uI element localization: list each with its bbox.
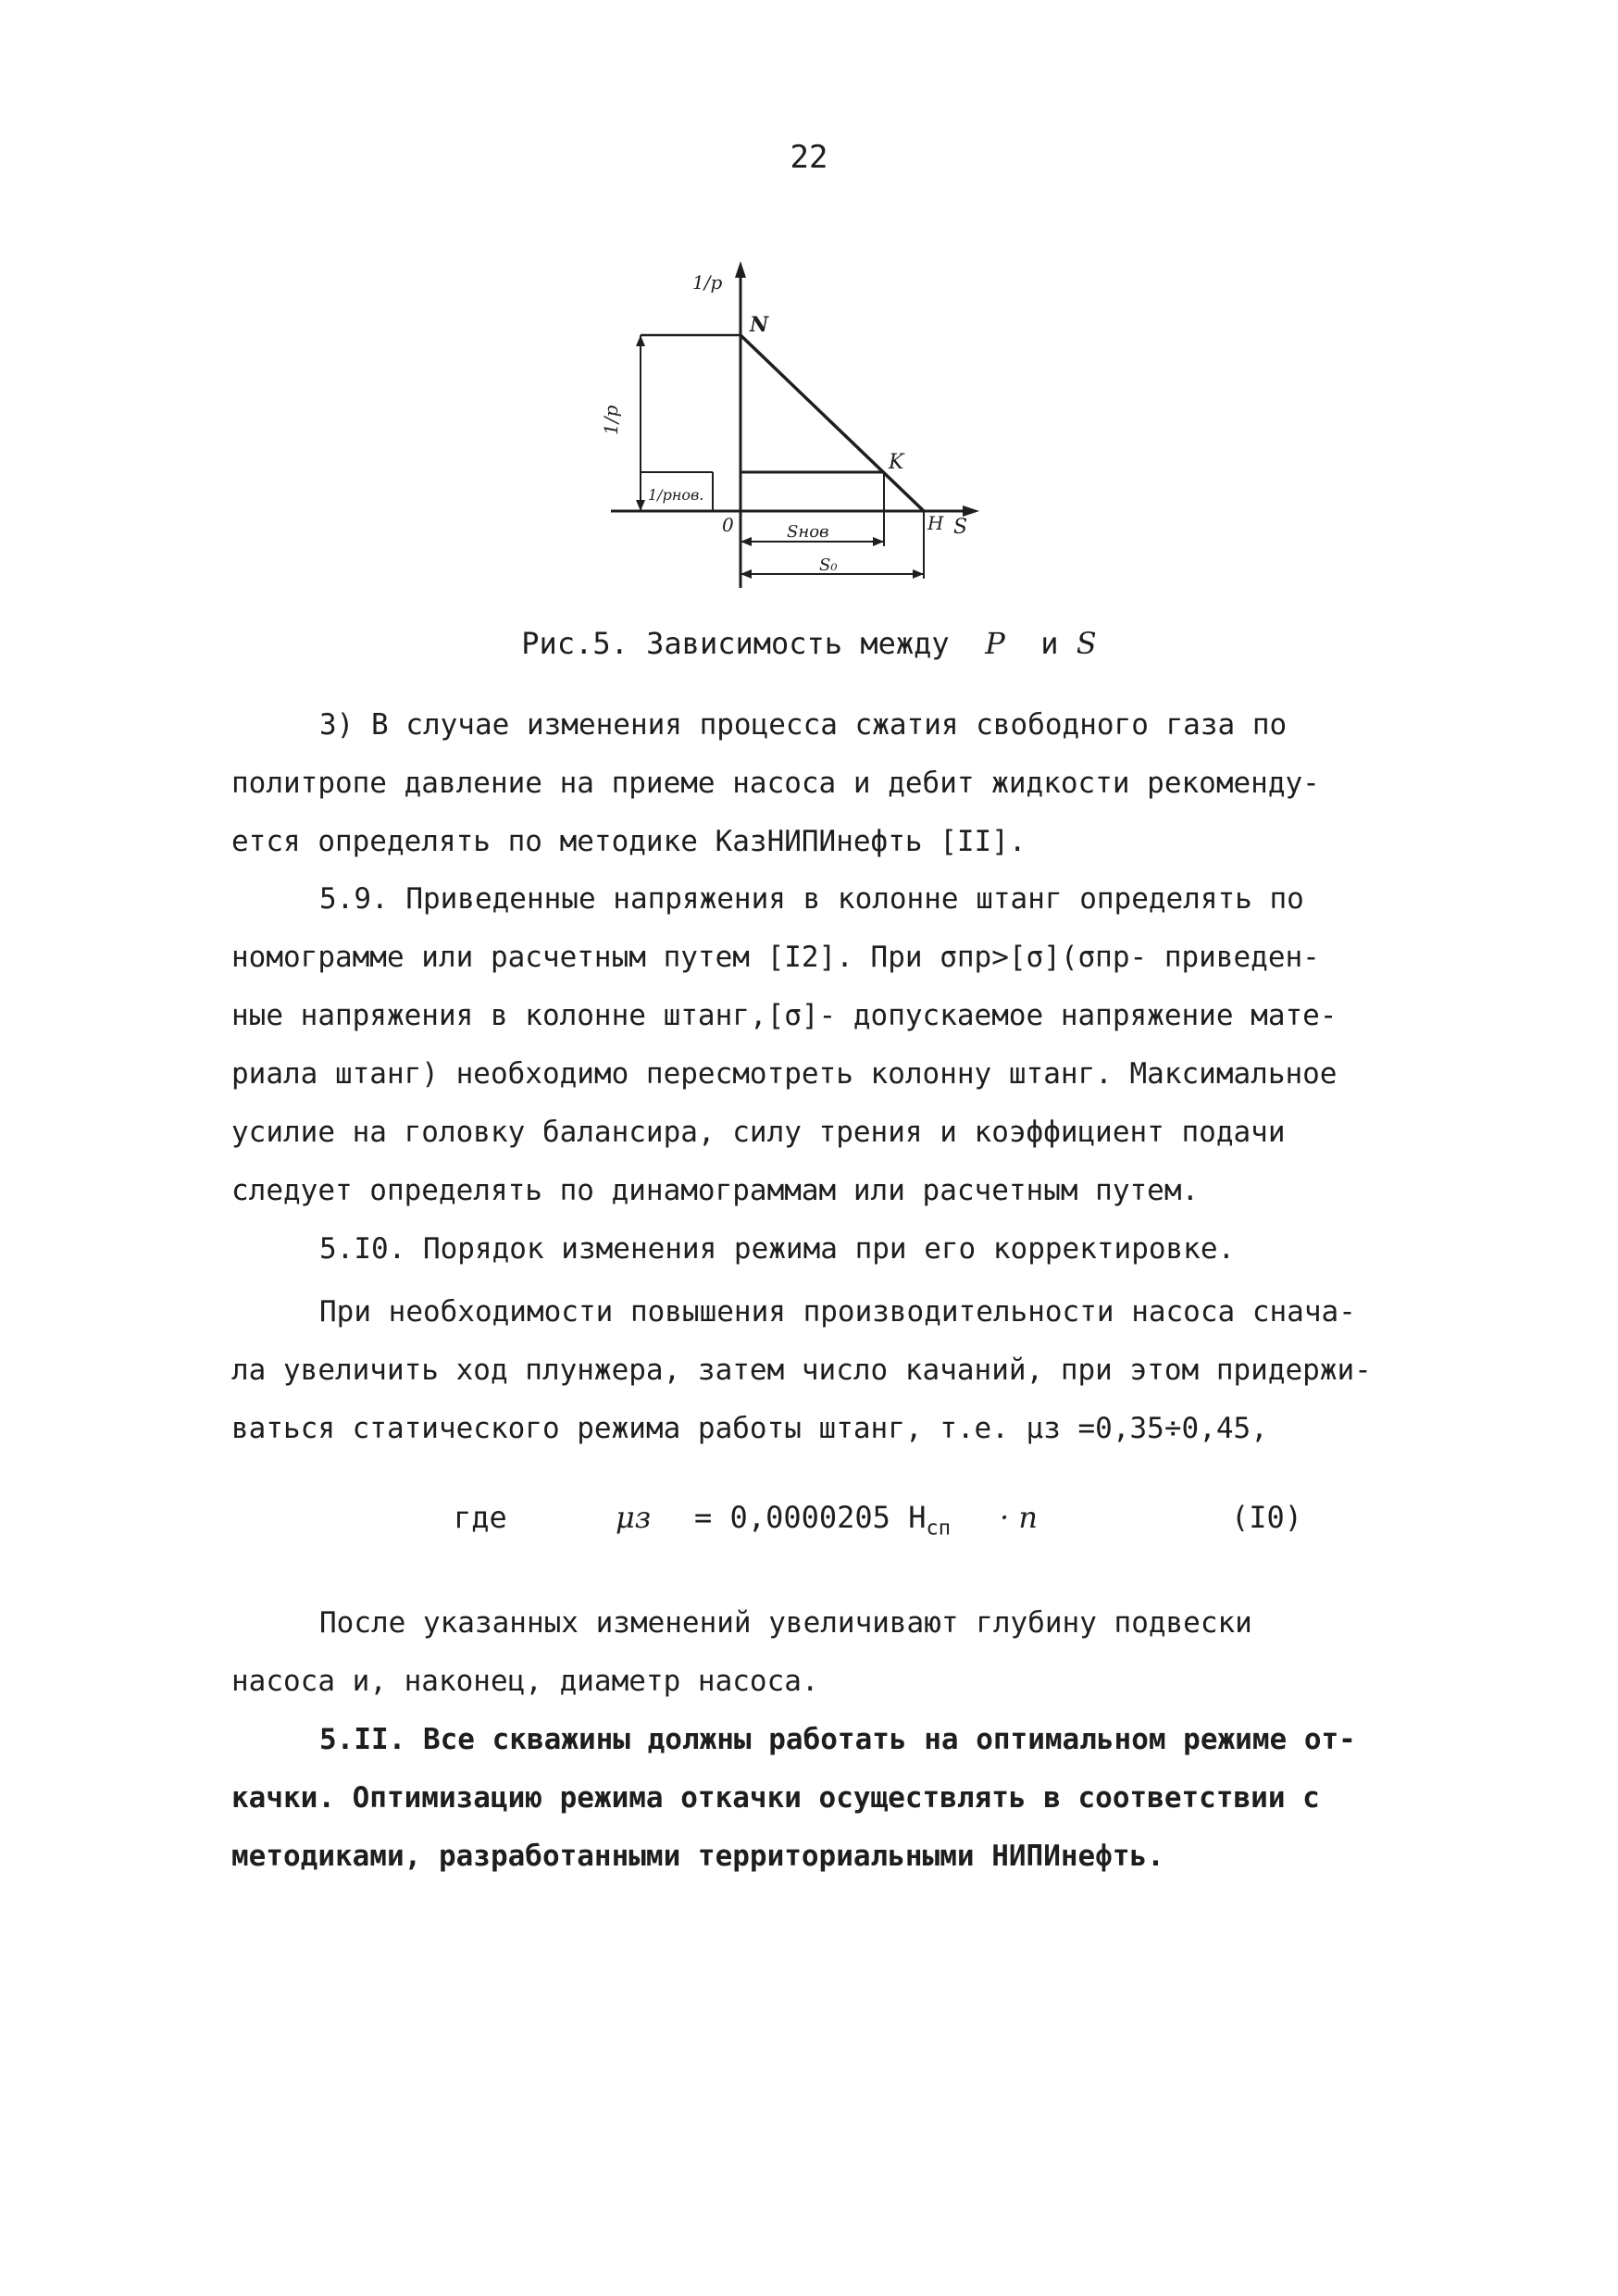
text-line: ные напряжения в колонне штанг,[σ]- допускаемое напряжение мате- xyxy=(231,999,1338,1032)
y-axis-arrow xyxy=(735,261,746,278)
text-line: ла увеличить ход плунжера, затем число качаний, при этом придержи- xyxy=(231,1354,1372,1387)
text-line: После указанных изменений увеличивают глубину подвески xyxy=(319,1606,1252,1640)
text-line: 5.I0. Порядок изменения режима при его корректировке. xyxy=(319,1232,1236,1266)
text-line: следует определять по динамограммам или расчетным путем. xyxy=(231,1174,1200,1207)
origin-label: 0 xyxy=(722,514,734,536)
formula-number: (I0) xyxy=(1231,1500,1303,1535)
y-axis-label: 1/p xyxy=(692,271,723,293)
text-line: насоса и, наконец, диаметр насоса. xyxy=(231,1665,819,1698)
text-line: риала штанг) необходимо пересмотреть колонну штанг. Максимальное xyxy=(231,1057,1338,1091)
formula-10 xyxy=(231,1500,1425,1565)
point-n-label: N xyxy=(750,313,769,337)
s0-arrow-left xyxy=(741,569,752,579)
point-k-label: K xyxy=(889,451,904,474)
s-nov-label: Sнов xyxy=(787,522,829,542)
s0-label: S₀ xyxy=(819,555,838,575)
s-nov-arrow-right xyxy=(873,537,884,546)
text-line: усилие на головку балансира, силу трения и коэффициент подачи xyxy=(231,1116,1286,1149)
caption-prefix: Рис.5. Зависимость между xyxy=(521,626,950,661)
text-line: При необходимости повышения производительности насоса снача- xyxy=(319,1295,1356,1329)
small-dim-label: 1/pнов. xyxy=(648,486,704,504)
caption-p: P xyxy=(985,626,1005,661)
text-line: 5.II. Все скважины должны работать на оптимальном режиме от- xyxy=(319,1723,1356,1756)
s0-arrow-right xyxy=(913,569,924,579)
caption-s: S xyxy=(1076,626,1097,661)
caption-and: и xyxy=(1040,626,1059,661)
paragraph-after-formula xyxy=(231,1594,1425,1711)
paragraph-5-9 xyxy=(231,870,1425,1220)
text-line: ваться статического режима работы штанг, т.е. μз =0,35÷0,45, xyxy=(231,1412,1268,1445)
left-dim-label: 1/p xyxy=(600,405,622,435)
text-line: 3) В случае изменения процесса сжатия свободного газа по xyxy=(319,708,1288,742)
left-dim-arrow-top xyxy=(636,335,645,346)
text-line: методиками, разработанными территориальными НИПИнефть. xyxy=(231,1840,1164,1873)
x-axis-label: S xyxy=(953,516,968,539)
text-line: ется определять по методике КазНИПИнефть [II]. xyxy=(231,825,1027,858)
left-dim-arrow-bottom xyxy=(636,500,645,511)
formula-mu: μз xyxy=(616,1500,652,1535)
text-line: политропе давление на приеме насоса и дебит жидкости рекоменду- xyxy=(231,767,1320,800)
figure-caption xyxy=(0,626,1618,661)
n-to-h-line xyxy=(741,335,924,511)
formula-expression: = 0,0000205 $H_{сп}$ xyxy=(694,1500,951,1541)
formula-where: где xyxy=(454,1500,507,1535)
paragraph-5-10-body xyxy=(231,1283,1425,1458)
text-line: номограмме или расчетным путем [I2]. При σпр>[σ](σпр- приведен- xyxy=(231,941,1320,974)
page-number: 22 xyxy=(790,139,828,176)
paragraph-5-11 xyxy=(231,1711,1425,1886)
paragraph-5-10 xyxy=(231,1220,1425,1279)
s-nov-arrow-left xyxy=(741,537,752,546)
figure-diagram xyxy=(583,250,1046,602)
text-line: 5.9. Приведенные напряжения в колонне штанг определять по xyxy=(319,882,1304,916)
text-line: качки. Оптимизацию режима откачки осуществлять в соответствии с xyxy=(231,1781,1320,1815)
formula-dot-n: · n xyxy=(1000,1500,1038,1535)
paragraph-3 xyxy=(231,696,1425,871)
point-h-label: H xyxy=(927,512,944,534)
